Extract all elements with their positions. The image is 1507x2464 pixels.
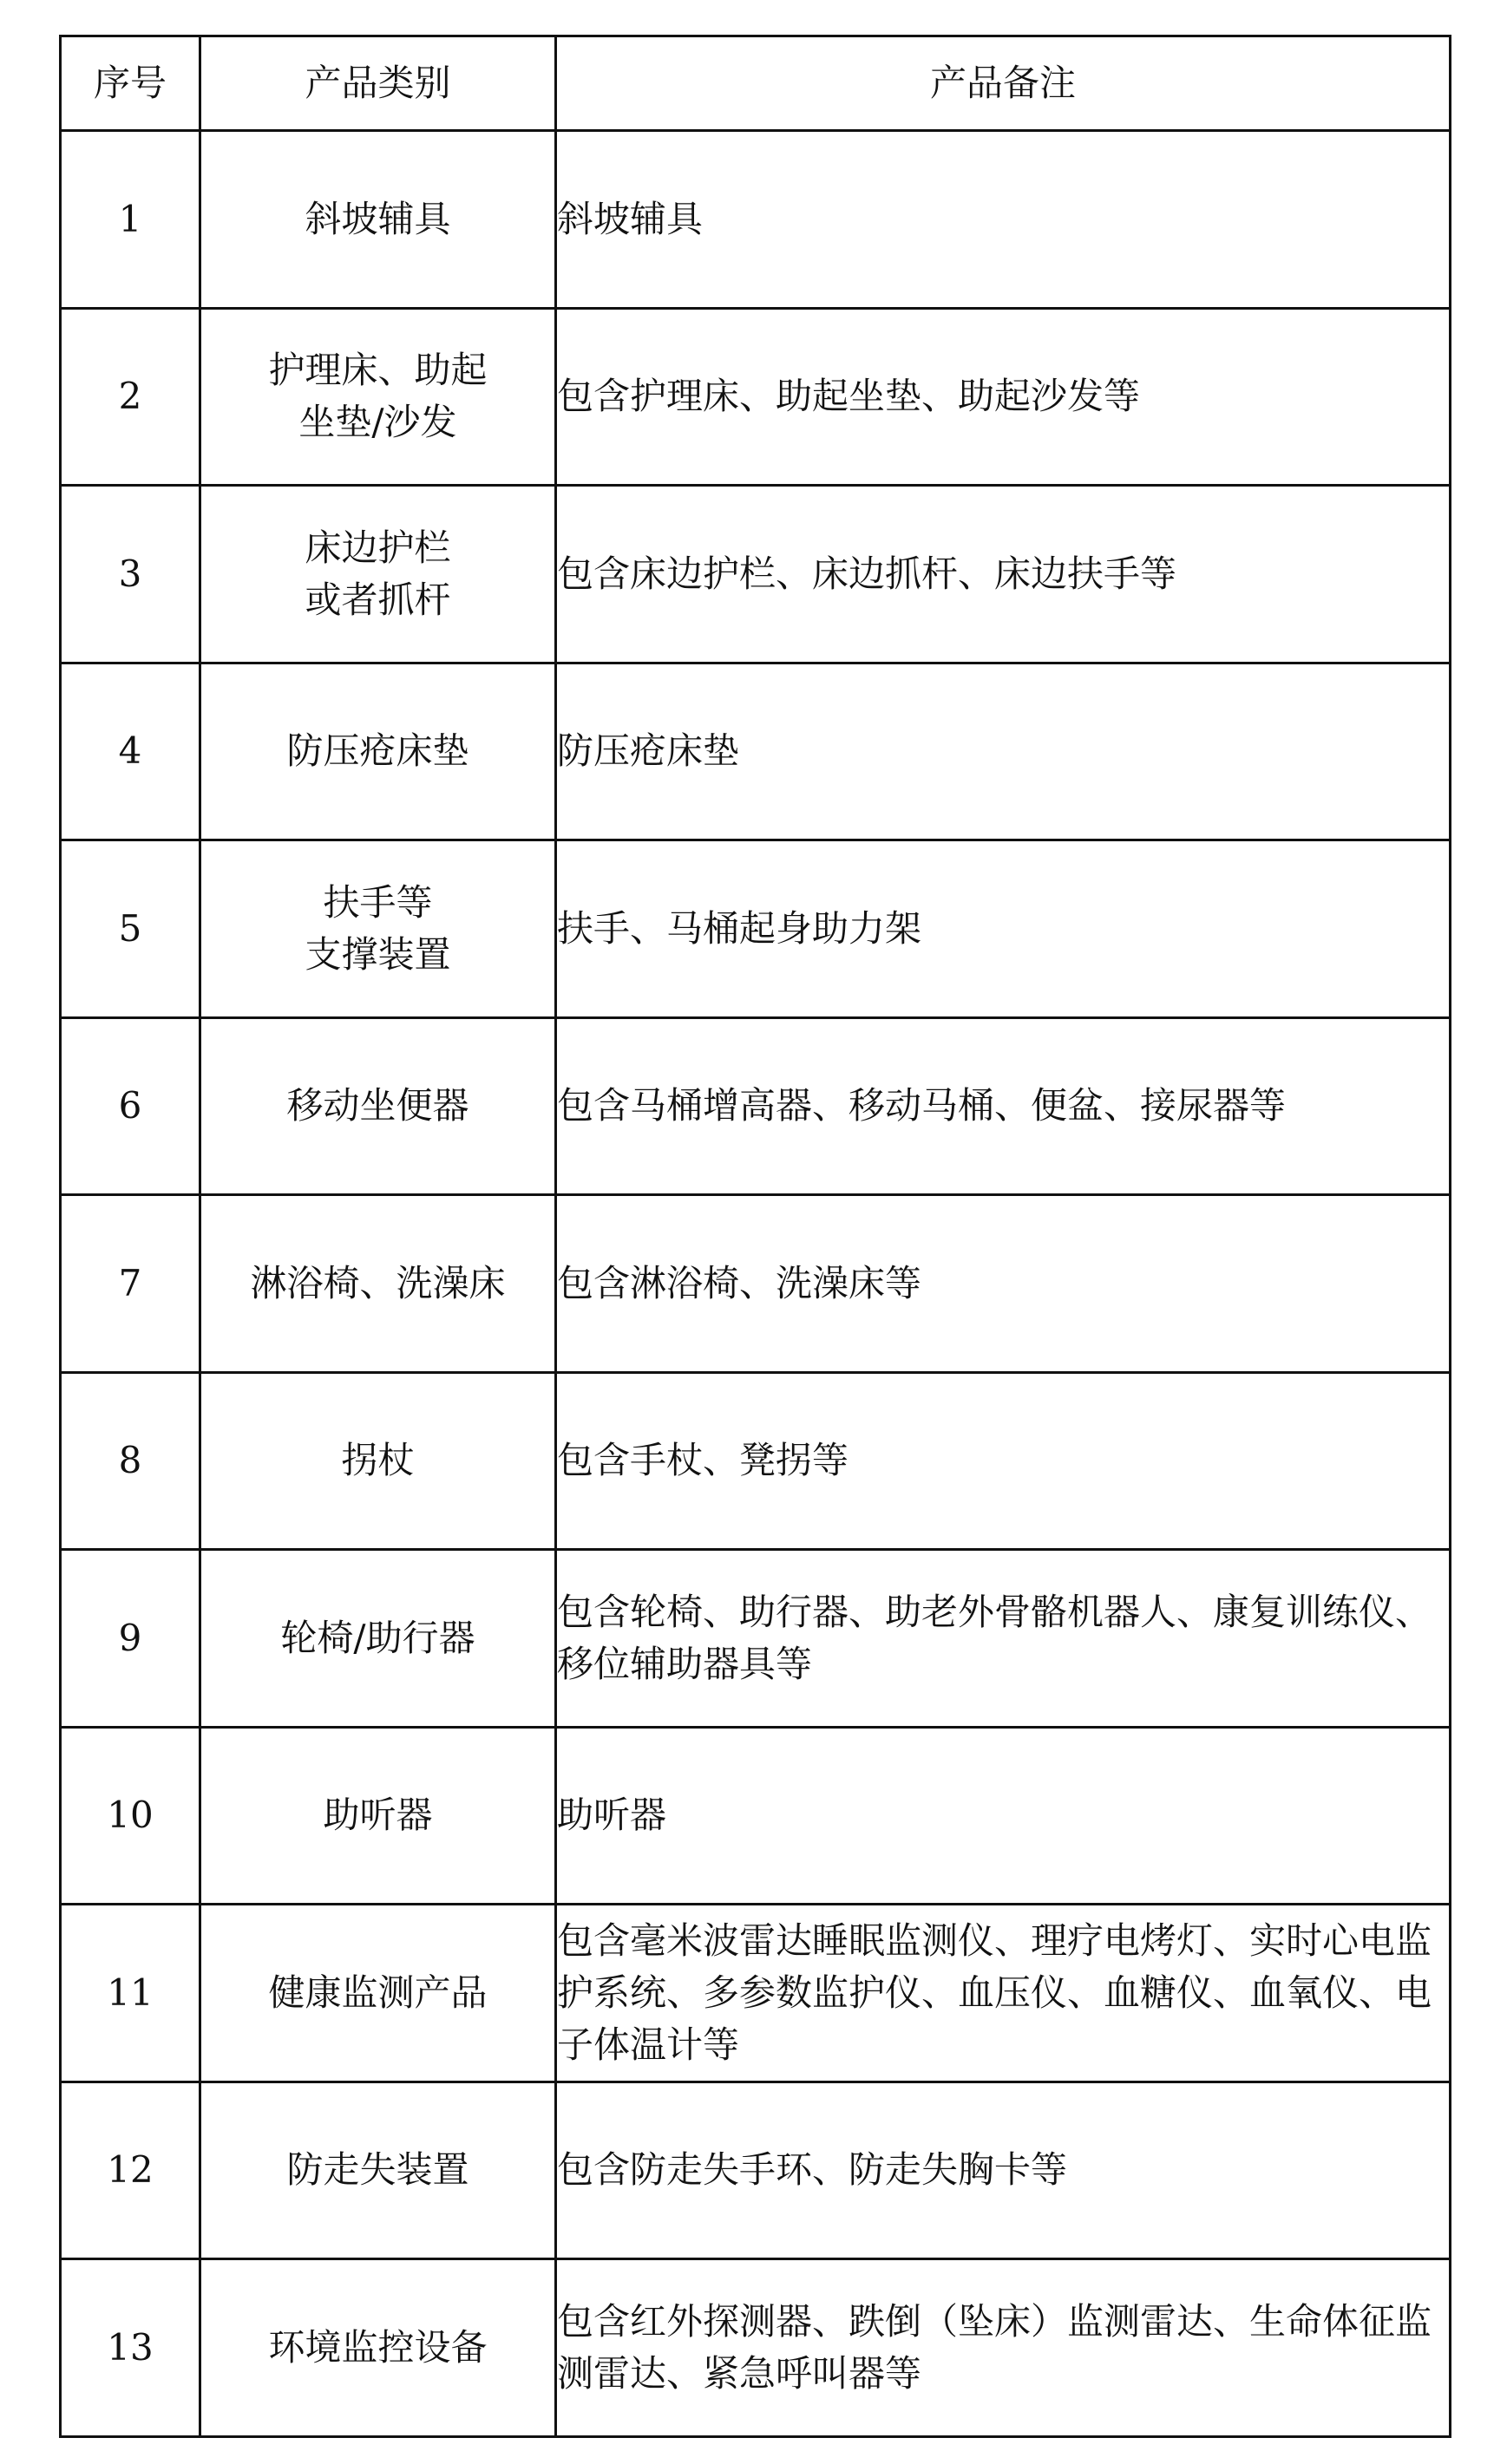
row-note: 包含马桶增高器、移动马桶、便盆、接尿器等 <box>556 1017 1451 1195</box>
table-row <box>61 1017 1451 1195</box>
row-note: 包含红外探测器、跌倒（坠床）监测雷达、生命体征监测雷达、紧急呼叫器等 <box>556 2259 1451 2437</box>
row-note: 包含护理床、助起坐垫、助起沙发等 <box>556 308 1451 486</box>
row-number: 4 <box>61 663 200 840</box>
table-header-row <box>61 36 1451 131</box>
row-number: 1 <box>61 131 200 309</box>
row-note: 包含防走失手环、防走失胸卡等 <box>556 2082 1451 2259</box>
category-text <box>286 2144 468 2196</box>
row-category <box>200 486 556 663</box>
category-text <box>286 725 468 777</box>
row-category <box>200 1017 556 1195</box>
row-note: 防压疮床垫 <box>556 663 1451 840</box>
row-note: 包含淋浴椅、洗澡床等 <box>556 1195 1451 1373</box>
header-number: 序号 <box>61 36 200 131</box>
header-note: 产品备注 <box>556 36 1451 131</box>
table-body <box>61 131 1451 2437</box>
category-text <box>323 1789 432 1841</box>
category-line: 轮椅/助行器 <box>280 1616 475 1659</box>
category-line: 健康监测产品 <box>268 1971 488 2014</box>
category-line: 护理床、助起 <box>268 349 488 392</box>
table-row <box>61 1550 1451 1728</box>
product-table <box>59 35 1451 2438</box>
category-line: 床边护栏 <box>305 526 451 569</box>
row-number: 3 <box>61 486 200 663</box>
row-category <box>200 1195 556 1373</box>
table-row <box>61 1905 1451 2082</box>
category-line: 环境监控设备 <box>268 2325 488 2369</box>
row-category <box>200 1905 556 2082</box>
row-number: 8 <box>61 1372 200 1550</box>
row-number: 6 <box>61 1017 200 1195</box>
row-note: 助听器 <box>556 1727 1451 1905</box>
row-category <box>200 308 556 486</box>
category-text <box>305 877 450 981</box>
row-note: 包含床边护栏、床边抓杆、床边扶手等 <box>556 486 1451 663</box>
row-category <box>200 1727 556 1905</box>
category-line: 助听器 <box>323 1794 433 1837</box>
row-category <box>200 663 556 840</box>
table-row <box>61 840 1451 1018</box>
table-row <box>61 131 1451 309</box>
row-category <box>200 2082 556 2259</box>
header-category: 产品类别 <box>200 36 556 131</box>
category-text <box>268 2322 487 2374</box>
category-line: 移动坐便器 <box>286 1084 469 1127</box>
row-note: 包含手杖、凳拐等 <box>556 1372 1451 1550</box>
row-number: 11 <box>61 1905 200 2082</box>
row-number: 12 <box>61 2082 200 2259</box>
category-line: 防走失装置 <box>286 2148 469 2192</box>
category-line: 防压疮床垫 <box>286 729 469 773</box>
table-row <box>61 486 1451 663</box>
row-note: 包含轮椅、助行器、助老外骨骼机器人、康复训练仪、移位辅助器具等 <box>556 1550 1451 1728</box>
row-category <box>200 2259 556 2437</box>
row-number: 10 <box>61 1727 200 1905</box>
category-text <box>268 1967 487 2019</box>
category-line: 淋浴椅、洗澡床 <box>250 1261 506 1304</box>
row-number: 7 <box>61 1195 200 1373</box>
row-number: 2 <box>61 308 200 486</box>
category-line: 扶手等 <box>323 880 433 924</box>
category-text <box>341 1435 414 1487</box>
table-row <box>61 308 1451 486</box>
row-number: 9 <box>61 1550 200 1728</box>
category-line: 支撑装置 <box>305 932 451 976</box>
category-text <box>268 344 487 448</box>
category-text <box>280 1612 475 1664</box>
row-category <box>200 1372 556 1550</box>
category-line: 拐杖 <box>341 1439 415 1482</box>
row-note: 包含毫米波雷达睡眠监测仪、理疗电烤灯、实时心电监护系统、多参数监护仪、血压仪、血糖仪、血氧仪、电子体温计等 <box>556 1905 1451 2082</box>
category-text <box>305 193 450 245</box>
category-text <box>286 1080 468 1132</box>
row-note: 扶手、马桶起身助力架 <box>556 840 1451 1018</box>
table-row <box>61 663 1451 840</box>
table-row <box>61 2082 1451 2259</box>
category-text <box>305 522 450 626</box>
category-line: 坐垫/沙发 <box>298 401 457 444</box>
row-note: 斜坡辅具 <box>556 131 1451 309</box>
row-category <box>200 1550 556 1728</box>
table-row <box>61 2259 1451 2437</box>
table-row <box>61 1727 1451 1905</box>
row-number: 5 <box>61 840 200 1018</box>
table-row <box>61 1195 1451 1373</box>
category-text <box>250 1258 505 1310</box>
row-category <box>200 840 556 1018</box>
category-line: 斜坡辅具 <box>305 197 451 240</box>
category-line: 或者抓杆 <box>305 578 451 621</box>
row-category <box>200 131 556 309</box>
table-row <box>61 1372 1451 1550</box>
row-number: 13 <box>61 2259 200 2437</box>
